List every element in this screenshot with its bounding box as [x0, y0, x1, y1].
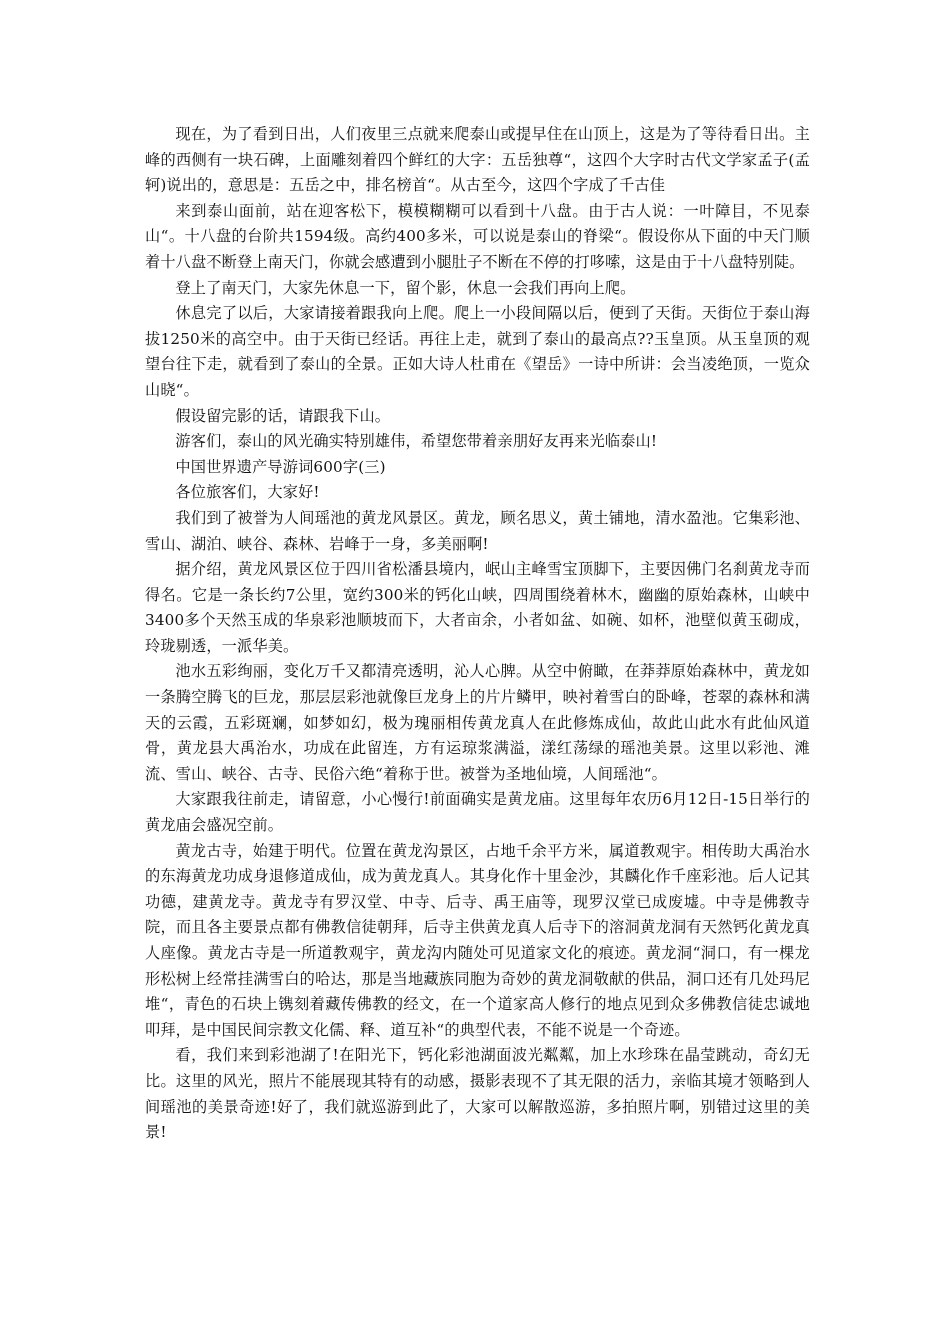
paragraph-9: 我们到了被誉为人间瑶池的黄龙风景区。黄龙，顾名思义，黄土铺地，清水盈池。它集彩池、雪山、湖泊、峡谷、森林、岩峰于一身，多美丽啊! — [145, 508, 810, 553]
paragraph-6: 游客们，泰山的风光确实特别雄伟，希望您带着亲朋好友再来光临泰山! — [175, 432, 658, 451]
paragraph-12: 大家跟我往前走，请留意，小心慢行!前面确实是黄龙庙。这里每年农历6月12日-15日举行的黄龙庙会盛况空前。 — [145, 790, 810, 835]
paragraph-4: 休息完了以后，大家请接着跟我向上爬。爬上一小段间隔以后，便到了天街。天街位于泰山海拔1250米的高空中。由于天街已经话。再往上走，就到了泰山的最高点??玉皇顶。从玉皇顶的观望台往下走，就看到了泰山的全景。正如大诗人杜甫在《望岳》一诗中所讲：会当凌绝顶，一览众山晓“。 — [145, 304, 810, 399]
paragraph-2: 来到泰山面前，站在迎客松下，模模糊糊可以看到十八盘。由于古人说：一叶障目，不见泰山“。十八盘的台阶共1594级。高约400多米，可以说是泰山的脊梁“。假设你从下面的中天门顺着十八盘不断登上南天门，你就会感遭到小腿肚子不断在不停的打哆嗦，这是由于十八盘特别陡。 — [145, 201, 810, 271]
section-heading: 中国世界遗产导游词600字(三) — [175, 457, 386, 476]
paragraph-14: 看，我们来到彩池湖了!在阳光下，钙化彩池湖面波光粼粼，加上水珍珠在晶莹跳动，奇幻无比。这里的风光，照片不能展现其特有的动感，摄影表现不了其无限的活力，亲临其境才领略到人间瑶池的美景奇迹!好了，我们就巡游到此了，大家可以解散巡游，多拍照片啊，别错过这里的美景! — [145, 1046, 810, 1142]
paragraph-10: 据介绍，黄龙风景区位于四川省松潘县境内，岷山主峰雪宝顶脚下，主要因佛门名刹黄龙寺而得名。它是一条长约7公里，宽约300米的钙化山峡，四周围绕着林木，幽幽的原始森林，山峡中3400多个天然玉成的华泉彩池顺坡而下，大者亩余，小者如盆、如碗、如杯，池壁似黄玉砌成，玲珑剔透，一派华美。 — [145, 560, 810, 655]
paragraph-3: 登上了南天门，大家先休息一下，留个影，休息一会我们再向上爬。 — [175, 278, 636, 297]
paragraph-1: 现在，为了看到日出，人们夜里三点就来爬泰山或提早住在山顶上，这是为了等待看日出。主峰的西侧有一块石碑，上面雕刻着四个鲜红的大字：五岳独尊“，这四个大字时古代文学家孟子(孟轲)说出的，意思是：五岳之中，排名榜首“。从古至今，这四个字成了千古佳 — [145, 125, 810, 195]
paragraph-5: 假设留完影的话，请跟我下山。 — [175, 406, 391, 425]
greeting: 各位旅客们，大家好! — [175, 483, 320, 502]
paragraph-13: 黄龙古寺，始建于明代。位置在黄龙沟景区，占地千余平方米，属道教观宇。相传助大禹治水的东海黄龙功成身退修道成仙，成为黄龙真人。其身化作十里金沙，其麟化作千座彩池。后人记其功德，建黄龙寺。黄龙寺有罗汉堂、中寺、后寺、禹王庙等，现罗汉堂已成废墟。中寺是佛教寺院，而且各主要景点都有佛教信徒朝拜，后寺主供黄龙真人后寺下的溶洞黄龙洞有天然钙化黄龙真人座像。黄龙古寺是一所道教观宇，黄龙沟内随处可见道家文化的痕迹。黄龙洞“洞口，有一棵龙形松树上经常挂满雪白的哈达，那是当地藏族同胞为奇妙的黄龙洞敬献的供品，洞口还有几处玛尼堆“，青色的石块上镌刻着藏传佛教的经文，在一个道家高人修行的地点见到众多佛教信徒忠诚地叩拜，是中国民间宗教文化儒、释、道互补“的典型代表，不能不说是一个奇迹。 — [145, 841, 810, 1039]
document-page — [145, 122, 810, 1146]
paragraph-11: 池水五彩绚丽，变化万千又都清亮透明，沁人心脾。从空中俯瞰，在莽莽原始森林中，黄龙如一条腾空腾飞的巨龙，那层层彩池就像巨龙身上的片片鳞甲，映衬着雪白的卧峰，苍翠的森林和满天的云霞，五彩斑斓，如梦如幻，极为瑰丽相传黄龙真人在此修炼成仙，故此山此水有此仙风道骨，黄龙县大禹治水，功成在此留连，方有运琼浆满溢，漾红荡绿的瑶池美景。这里以彩池、滩流、雪山、峡谷、古寺、民俗六绝“着称于世。被誉为圣地仙境，人间瑶池“。 — [145, 662, 810, 783]
